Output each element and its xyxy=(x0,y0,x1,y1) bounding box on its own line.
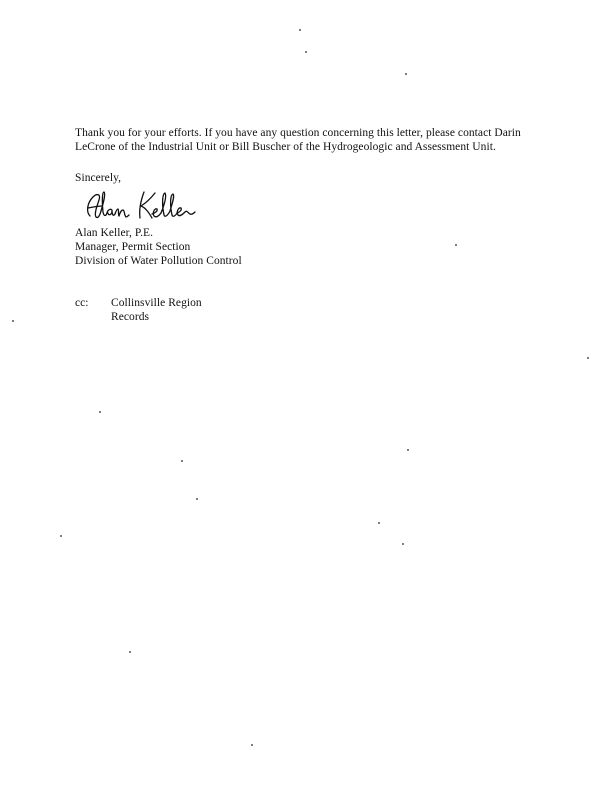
scan-speck xyxy=(405,73,407,75)
scan-speck xyxy=(402,543,404,545)
body-line-2: LeCrone of the Industrial Unit or Bill Buscher of the Hydrogeologic and Assessment Unit. xyxy=(75,141,496,153)
body-line-1: Thank you for your efforts. If you have any question concerning this letter, please contact Darin xyxy=(75,127,521,139)
signer-name: Alan Keller, P.E. xyxy=(75,227,153,239)
scan-speck xyxy=(12,320,14,322)
signature-block xyxy=(75,226,242,268)
cc-recipient: Records xyxy=(111,311,150,323)
scan-speck xyxy=(129,651,131,653)
scan-speck xyxy=(407,449,409,451)
closing-salutation: Sincerely, xyxy=(75,172,122,184)
scan-speck xyxy=(455,244,457,246)
body-paragraph xyxy=(75,126,521,154)
scan-speck xyxy=(196,498,198,500)
scan-speck xyxy=(181,460,183,462)
scan-speck xyxy=(60,535,62,537)
scan-speck xyxy=(587,357,589,359)
scan-speck xyxy=(378,522,380,524)
scan-speck xyxy=(251,744,253,746)
cc-label: cc: xyxy=(75,297,89,309)
signer-division: Division of Water Pollution Control xyxy=(75,255,242,267)
handwritten-signature xyxy=(84,186,196,226)
scan-speck xyxy=(305,51,307,53)
signer-title: Manager, Permit Section xyxy=(75,241,191,253)
scan-speck xyxy=(99,411,101,413)
scan-speck xyxy=(299,29,301,31)
cc-recipients xyxy=(111,296,202,324)
cc-recipient: Collinsville Region xyxy=(111,297,202,309)
